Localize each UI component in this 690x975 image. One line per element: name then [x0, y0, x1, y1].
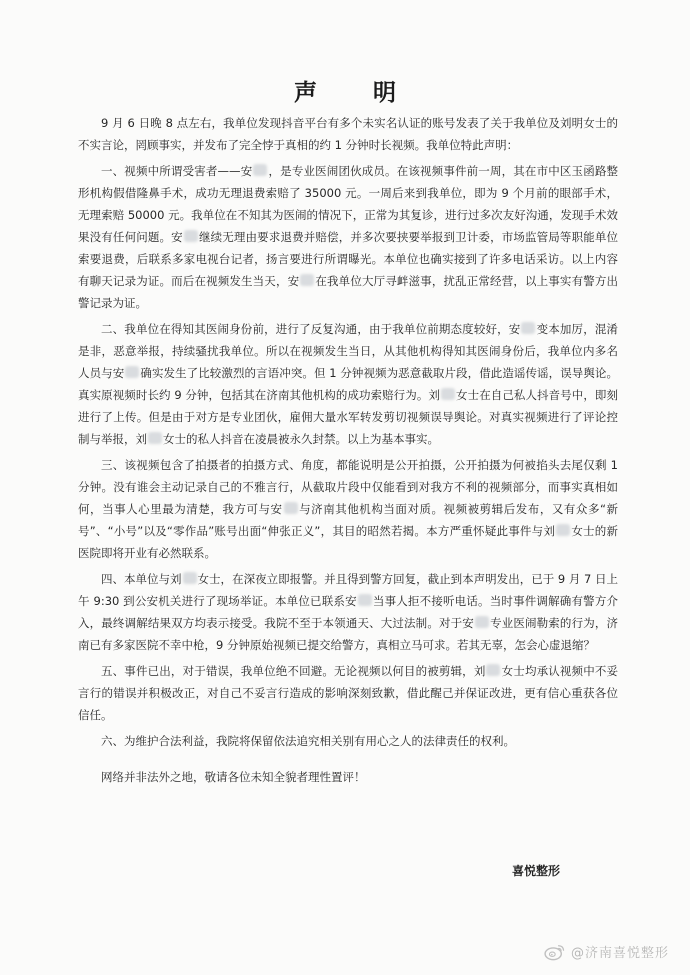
redacted-name-mark: [475, 616, 489, 628]
paragraph-2-segment: 女士的私人抖音在凌晨被永久封禁。以上为基本事实。: [163, 432, 439, 446]
paragraph-2-segment: 女士在自己私人抖音号中，即刻进行了上传。但是由于对方是专业团伙，雇佣大量水军转发剪切视频误导舆论。对真实视频进行了评论控制与举报，刘: [78, 388, 619, 446]
paragraph-5: [78, 660, 618, 726]
paragraph-2: [78, 318, 618, 450]
redacted-name-mark: [148, 432, 162, 444]
redacted-name-mark: [253, 164, 267, 176]
paragraph-5-segment: 五、事件已出，对于错误，我单位绝不回避。无论视频以何目的被剪辑，刘: [101, 664, 486, 678]
paragraph-4-segment: 四、本单位与刘: [101, 572, 182, 586]
redacted-name-mark: [125, 366, 139, 378]
watermark-text: @济南喜悦整形: [571, 946, 670, 961]
weibo-icon: [544, 943, 566, 961]
redacted-name-mark: [300, 274, 314, 286]
paragraph-1-segment: 一、视频中所谓受害者——安: [101, 164, 253, 178]
paragraph-3: [78, 454, 618, 564]
paragraph-3-segment: 女士的新医院即将开业有必然联系。: [78, 524, 619, 560]
document-body: [78, 112, 618, 792]
paragraph-6-text: 六、为维护合法利益，我院将保留依法追究相关别有用心之人的法律责任的权利。: [101, 734, 515, 748]
redacted-name-mark: [184, 230, 198, 242]
document-title: 声 明: [293, 79, 420, 106]
paragraph-intro-text: 9 月 6 日晚 8 点左右，我单位发现抖音平台有多个未实名认证的账号发表了关于我单位及刘明女士的不实言论，罔顾事实，并发布了完全悖于真相的约 1 分钟时长视频。我单位特此声明：: [78, 116, 618, 152]
closing-line: 网络并非法外之地，敬请各位未知全貌者理性置评！: [101, 770, 366, 784]
redacted-name-mark: [521, 322, 535, 334]
paragraph-4-segment: 当事人拒不接听电话。当时事件调解确有警方介入，最终调解结果双方均表示接受。我院不至于本领通天、大过法制。对于安: [78, 594, 618, 630]
paragraph-4-segment: 女士，在深夜立即报警。并且得到警方回复，截止到本声明发出，已于 9 月 7 日上午 9:30 到公安机关进行了现场举证。本单位已联系安: [78, 572, 618, 608]
paragraph-1-segment: 在我单位大厅寻衅滋事，扰乱正常经营，以上事实有警方出警记录为证。: [78, 274, 619, 310]
paragraph-3-segment: 三、该视频包含了拍摄者的拍摄方式、角度，都能说明是公开拍摄，公开拍摄为何被掐头去尾仅剩 1 分钟。没有谁会主动记录自己的不雅言行，从截取片段中仅能看到对我方不利的视频部分，而事实真相如何，当事人心里最为清楚，我方可与安: [78, 458, 618, 516]
paragraph-1: [78, 160, 618, 314]
signature: 喜悦整形: [512, 864, 561, 878]
redacted-name-mark: [284, 502, 298, 514]
redacted-name-mark: [486, 664, 500, 676]
paragraph-6: [78, 730, 618, 752]
paragraph-5-segment: 女士均承认视频中不妥言行的错误并积极改正，对自己不妥言行造成的影响深刻致歉，借此醒己并保证改进，更有信心重获各位信任。: [78, 664, 618, 722]
redacted-name-mark: [183, 572, 197, 584]
paragraph-2-segment: 变本加厉，混淆是非，恶意举报，持续骚扰我单位。所以在视频发生当日，从其他机构得知其医闹身份后，我单位内多名人员与安: [78, 322, 618, 380]
weibo-watermark: [544, 942, 669, 961]
paragraph-4: [78, 568, 618, 656]
redacted-name-mark: [358, 594, 372, 606]
paragraph-2-segment: 二、我单位在得知其医闹身份前，进行了反复沟通，由于我单位前期态度较好，安: [101, 322, 521, 336]
paragraph-1-segment: ，是专业医闹团伙成员。在该视频事件前一周，其在市中区玉函路整形机构假借隆鼻手术，成功无理退费索赔了 35000 元。一周后来到我单位，即为 9 个月前的眼部手术，无理索赔 50000 元。我单位在不知其为医闹的情况下，正常为其复诊，进行过多次友好沟通，发现手术效果没有任何问题。安: [78, 164, 618, 244]
redacted-name-mark: [441, 388, 455, 400]
paragraph-1-segment: 继续无理由要求退费并赔偿，并多次要挟要举报到卫计委，市场监管局等职能单位索要退费，后联系多家电视台记者，扬言要进行所谓曝光。本单位也确实接到了许多电话采访。以上内容有聊天记录为证。而后在视频发生当天，安: [78, 230, 619, 288]
paragraph-3-segment: 与济南其他机构当面对质。视频被剪辑后发布，又有众多“新号”、“小号”以及“零作品”账号出面“伸张正义”，其目的昭然若揭。本方严重怀疑此事件与刘: [78, 502, 618, 538]
paragraph-intro: [78, 112, 618, 156]
paragraph-4-segment: 专业医闹勒索的行为，济南已有多家医院不幸中枪，9 分钟原始视频已提交给警方，真相立马可求。若其无辜，怎会心虚退缩？: [78, 616, 619, 652]
paragraph-2-segment: 确实发生了比较激烈的言语冲突。但 1 分钟视频为恶意截取片段，借此造谣传谣，误导舆论。真实原视频时长约 9 分钟，包括其在济南其他机构的成功索赔行为。刘: [78, 366, 619, 402]
redacted-name-mark: [556, 524, 570, 536]
